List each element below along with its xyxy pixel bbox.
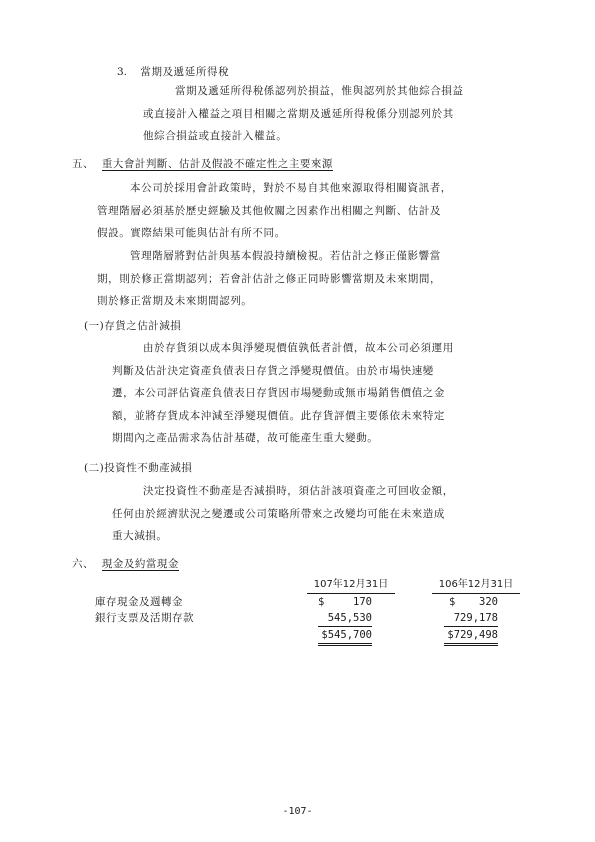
sub1-line-4: 額，並將存貨成本沖減至淨變現價值。此存貨評價主要係依未來特定 — [112, 409, 445, 422]
currency-symbol: $ — [449, 596, 456, 608]
sub2-line-1: 決定投資性不動產是否減損時，須估計該項資產之可回收金額， — [143, 485, 454, 497]
sub2-line-2: 任何由於經濟狀況之變遷或公司策略所帶來之改變均可能在未來造成 — [112, 507, 445, 520]
value-107: 545,530 — [318, 610, 372, 627]
section5-paragraph-1 — [0, 177, 595, 245]
subsection2-paragraph — [0, 480, 595, 548]
table-row-total — [0, 627, 595, 643]
sub1-line-3: 遷，本公司評估資產負債表日存貨因市場變動或無市場銷售價值之金 — [112, 387, 445, 399]
row-label: 銀行支票及活期存款 — [95, 612, 194, 624]
subsection1-paragraph — [0, 337, 595, 450]
value-106: 729,178 — [444, 610, 498, 627]
section6-heading — [72, 556, 179, 571]
item3-paragraph — [0, 80, 595, 148]
item3-line-3: 他綜合損益或直接計入權益。 — [143, 130, 288, 142]
total-106: $729,498 — [444, 627, 498, 646]
sub2-line-3: 重大減損。 — [112, 530, 168, 542]
item3-number: 3. — [117, 66, 128, 78]
item3-line-1: 當期及遞延所得稅係認列於損益，惟與認列於其他綜合損益 — [175, 85, 464, 97]
sub1-line-1: 由於存貨須以成本與淨變現價值孰低者計價，故本公司必須運用 — [143, 342, 454, 354]
section5-heading — [72, 156, 333, 171]
table-row-bank-deposits — [0, 610, 595, 626]
subsection2-heading: (二)投資性不動產減損 — [84, 462, 193, 474]
section5-paragraph-2 — [0, 245, 595, 313]
value-107: 170 — [353, 596, 372, 608]
item3-heading — [117, 64, 229, 79]
page-number: -107- — [282, 806, 313, 817]
currency-symbol: $ — [318, 596, 325, 608]
section6-title: 現金及約當現金 — [101, 558, 179, 570]
item3-line-2: 或直接計入權益之項目相關之當期及遞延所得稅係分別認列於其 — [143, 107, 454, 120]
item3-title: 當期及遞延所得稅 — [140, 66, 230, 78]
total-107: $545,700 — [318, 627, 372, 646]
row-label: 庫存現金及週轉金 — [95, 596, 183, 608]
section6-number: 六、 — [72, 558, 94, 570]
section5-para1-line-2: 管理階層必須基於歷史經驗及其他攸關之因素作出相關之判斷、估計及 — [97, 204, 442, 217]
table-row-cash-on-hand — [0, 594, 595, 610]
section5-para2-line-1: 管理階層將對估計與基本假設持續檢視。若估計之修正僅影響當 — [130, 250, 441, 262]
section5-para2-line-3: 則於修正當期及未來期間認列。 — [97, 295, 253, 307]
section5-para1-line-1: 本公司於採用會計政策時，對於不易自其他來源取得相關資訊者， — [130, 182, 452, 194]
sub1-line-5: 期間內之產品需求為估計基礎，故可能產生重大變動。 — [112, 432, 379, 444]
subsection1-heading: (一)存貨之估計減損 — [84, 320, 182, 332]
col-header-106: 106年12月31日 — [432, 577, 520, 594]
value-106: 320 — [479, 596, 498, 608]
section5-title: 重大會計判斷、估計及假設不確定性之主要來源 — [101, 158, 333, 170]
section5-para2-line-2: 期，則於修正當期認列；若會計估計之修正同時影響當期及未來期間， — [97, 272, 442, 285]
section5-para1-line-3: 假設。實際結果可能與估計有所不同。 — [97, 227, 286, 239]
section5-number: 五、 — [72, 158, 94, 170]
col-header-107: 107年12月31日 — [307, 577, 395, 594]
sub1-line-2: 判斷及估計決定資產負債表日存貨之淨變現價值。由於市場快速變 — [112, 364, 434, 377]
